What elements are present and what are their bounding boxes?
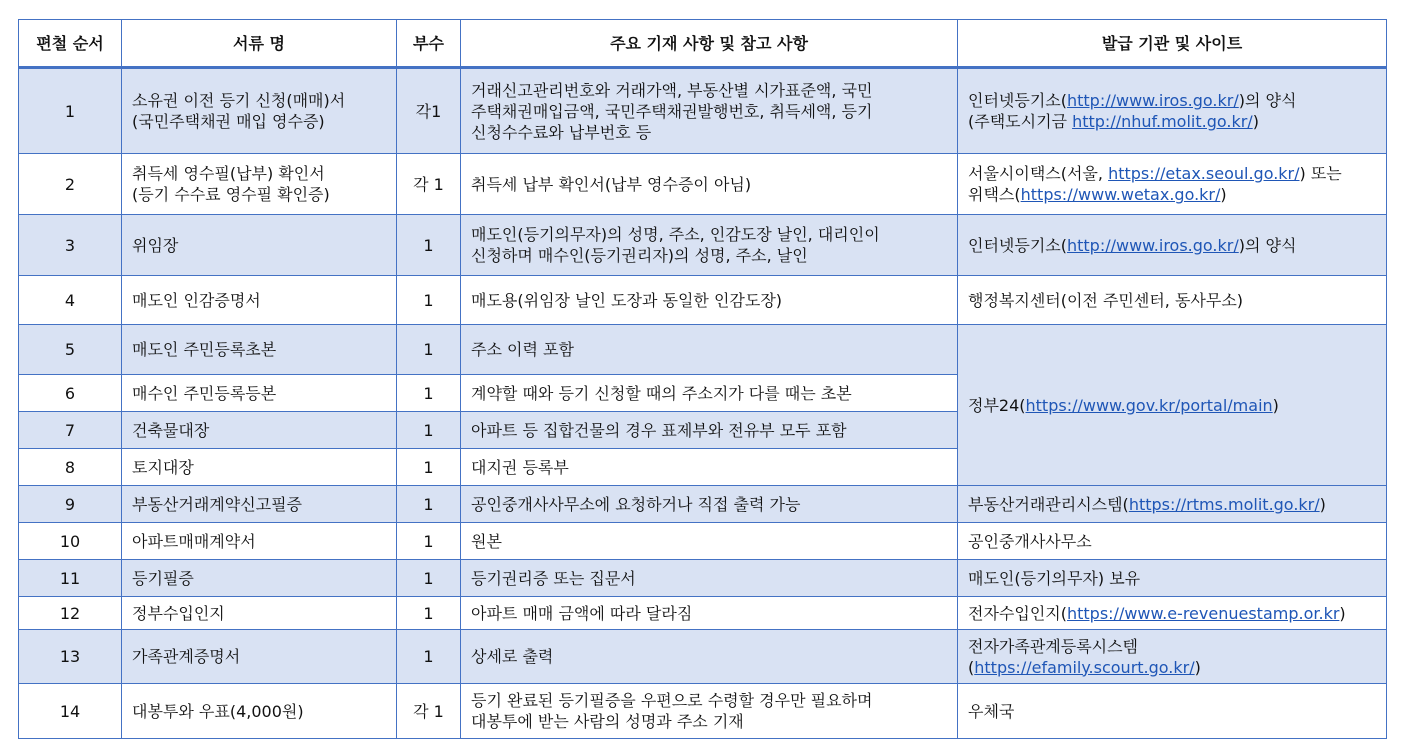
doc-name: 건축물대장 [122, 412, 397, 449]
issuer: 정부24(https://www.gov.kr/portal/main) [958, 325, 1387, 486]
header-copies: 부수 [397, 20, 461, 68]
header-issuer: 발급 기관 및 사이트 [958, 20, 1387, 68]
row-number: 12 [19, 597, 122, 630]
table-row [19, 68, 1387, 154]
table-row [19, 325, 1387, 375]
rtms-link[interactable]: https://rtms.molit.go.kr/ [1128, 494, 1320, 514]
copies: 1 [397, 449, 461, 486]
table-row [19, 597, 1387, 630]
row-number: 3 [19, 215, 122, 276]
table-row [19, 154, 1387, 215]
note: 등기 완료된 등기필증을 우편으로 수령할 경우만 필요하며 대봉투에 받는 사람의 성명과 주소 기재 [461, 684, 958, 739]
copies: 각 1 [397, 154, 461, 215]
doc-name: 가족관계증명서 [122, 630, 397, 684]
issuer: 인터넷등기소(http://www.iros.go.kr/)의 양식 [958, 215, 1387, 276]
table-row [19, 486, 1387, 523]
row-number: 10 [19, 523, 122, 560]
note: 아파트 매매 금액에 따라 달라짐 [461, 597, 958, 630]
copies: 1 [397, 375, 461, 412]
doc-name: 등기필증 [122, 560, 397, 597]
row-number: 1 [19, 68, 122, 154]
header-row [19, 20, 1387, 68]
row-number: 13 [19, 630, 122, 684]
iros-link[interactable]: http://www.iros.go.kr/ [1066, 235, 1239, 255]
documents-table [18, 19, 1387, 739]
table-row [19, 560, 1387, 597]
issuer: 매도인(등기의무자) 보유 [958, 560, 1387, 597]
row-number: 2 [19, 154, 122, 215]
issuer: 전자수입인지(https://www.e-revenuestamp.or.kr) [958, 597, 1387, 630]
note: 아파트 등 집합건물의 경우 표제부와 전유부 모두 포함 [461, 412, 958, 449]
note: 상세로 출력 [461, 630, 958, 684]
doc-name: 위임장 [122, 215, 397, 276]
iros-link[interactable]: http://www.iros.go.kr/ [1066, 91, 1239, 110]
issuer: 우체국 [958, 684, 1387, 739]
note: 매도인(등기의무자)의 성명, 주소, 인감도장 날인, 대리인이 신청하며 매수인(등기권리자)의 성명, 주소, 날인 [461, 215, 958, 276]
issuer: 인터넷등기소(http://www.iros.go.kr/)의 양식 (주택도시기금 http://nhuf.molit.go.kr/) [958, 68, 1387, 154]
wetax-link[interactable]: https://www.wetax.go.kr/ [1020, 185, 1221, 204]
row-number: 8 [19, 449, 122, 486]
note: 공인중개사사무소에 요청하거나 직접 출력 가능 [461, 486, 958, 523]
e-revenuestamp-link[interactable]: https://www.e-revenuestamp.or.kr [1066, 603, 1340, 623]
note: 거래신고관리번호와 거래가액, 부동산별 시가표준액, 국민 주택채권매입금액, 국민주택채권발행번호, 취득세액, 등기 신청수수료와 납부번호 등 [461, 68, 958, 154]
doc-name: 매수인 주민등록등본 [122, 375, 397, 412]
header-order: 편철 순서 [19, 20, 122, 68]
note: 취득세 납부 확인서(납부 영수증이 아님) [461, 154, 958, 215]
issuer: 서울시이택스(서울, https://etax.seoul.go.kr/) 또는 위택스(https://www.wetax.go.kr/) [958, 154, 1387, 215]
copies: 1 [397, 597, 461, 630]
copies: 1 [397, 560, 461, 597]
etax-seoul-link[interactable]: https://etax.seoul.go.kr/ [1108, 164, 1300, 183]
copies: 1 [397, 630, 461, 684]
copies: 각 1 [397, 684, 461, 739]
row-number: 9 [19, 486, 122, 523]
note: 원본 [461, 523, 958, 560]
table-row [19, 215, 1387, 276]
row-number: 14 [19, 684, 122, 739]
note: 계약할 때와 등기 신청할 때의 주소지가 다를 때는 초본 [461, 375, 958, 412]
note: 주소 이력 포함 [461, 325, 958, 375]
doc-name: 아파트매매계약서 [122, 523, 397, 560]
efamily-link[interactable]: https://efamily.scourt.go.kr/ [974, 657, 1195, 677]
row-number: 7 [19, 412, 122, 449]
row-number: 4 [19, 276, 122, 325]
header-doc-name: 서류 명 [122, 20, 397, 68]
doc-name: 취득세 영수필(납부) 확인서 (등기 수수료 영수필 확인증) [122, 154, 397, 215]
copies: 1 [397, 276, 461, 325]
note: 등기권리증 또는 집문서 [461, 560, 958, 597]
doc-name: 대봉투와 우표(4,000원) [122, 684, 397, 739]
row-number: 6 [19, 375, 122, 412]
doc-name: 소유권 이전 등기 신청(매매)서 (국민주택채권 매입 영수증) [122, 68, 397, 154]
copies: 1 [397, 523, 461, 560]
header-notes: 주요 기재 사항 및 참고 사항 [461, 20, 958, 68]
issuer: 행정복지센터(이전 주민센터, 동사무소) [958, 276, 1387, 325]
doc-name: 부동산거래계약신고필증 [122, 486, 397, 523]
doc-name: 매도인 주민등록초본 [122, 325, 397, 375]
copies: 1 [397, 215, 461, 276]
table-row [19, 276, 1387, 325]
copies: 1 [397, 486, 461, 523]
doc-name: 정부수입인지 [122, 597, 397, 630]
copies: 1 [397, 412, 461, 449]
issuer: 공인중개사사무소 [958, 523, 1387, 560]
doc-name: 매도인 인감증명서 [122, 276, 397, 325]
row-number: 5 [19, 325, 122, 375]
issuer: 전자가족관계등록시스템 (https://efamily.scourt.go.kr/) [958, 630, 1387, 684]
doc-name: 토지대장 [122, 449, 397, 486]
row-number: 11 [19, 560, 122, 597]
table-row [19, 630, 1387, 684]
copies: 각1 [397, 68, 461, 154]
table-row [19, 523, 1387, 560]
gov24-link[interactable]: https://www.gov.kr/portal/main [1025, 395, 1273, 415]
issuer: 부동산거래관리시스템(https://rtms.molit.go.kr/) [958, 486, 1387, 523]
note: 매도용(위임장 날인 도장과 동일한 인감도장) [461, 276, 958, 325]
note: 대지권 등록부 [461, 449, 958, 486]
nhuf-link[interactable]: http://nhuf.molit.go.kr/ [1072, 112, 1253, 131]
copies: 1 [397, 325, 461, 375]
table-row [19, 684, 1387, 739]
